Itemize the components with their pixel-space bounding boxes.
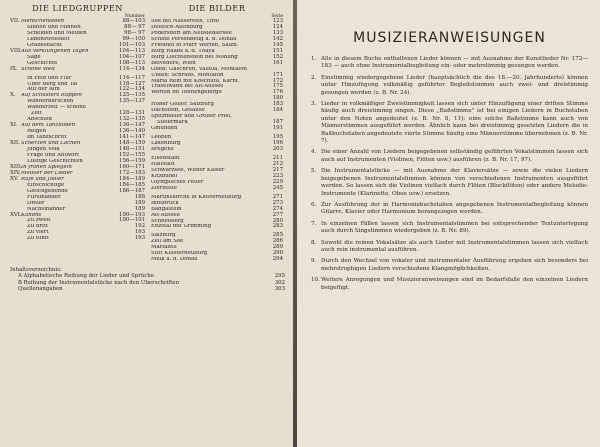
entry-title: Jungen Volk xyxy=(27,147,60,153)
entry-pages: 98— 97 xyxy=(124,29,145,36)
entry-number: X. xyxy=(10,92,16,99)
liedgruppen-column xyxy=(10,3,145,263)
bild-entry xyxy=(151,257,283,263)
instruction-text: Durch den Wechsel von vokaler und instrumentaler Ausführung ergeben sich besonders bei mehrstrophigen Liedern verschiedene Klangmöglichkeiten. xyxy=(321,258,588,272)
bild-title: Spitzmauer und Großer Priel, xyxy=(151,114,233,120)
bild-page: 133 xyxy=(272,29,283,36)
bilder-list xyxy=(151,19,283,263)
entry-pages: 108—113 xyxy=(119,59,145,66)
instruction-item xyxy=(311,277,588,292)
entry-title: Abschied xyxy=(27,117,52,123)
inhalt-list xyxy=(10,273,285,292)
entry-pages: 186—187 xyxy=(119,187,145,194)
bild-title: Schwarzsee, Wilder Kaiser xyxy=(151,167,225,173)
bild-page: 229 xyxy=(272,178,283,185)
inhalt-page: 303 xyxy=(274,285,285,292)
entry-pages: 125—135 xyxy=(119,92,145,99)
entry-title: Frage und Antwort xyxy=(27,152,80,158)
entry-pages: 148—151 xyxy=(119,146,145,153)
instruction-text: Einstimmig wiedergegebene Lieder (hauptsächlich die des 18.—20. Jahrhunderts) können unter Hinzufügung volkmäßig geführter Begleitstimmen auch zwei- und dreistimmig gesungen werden (z. B. Nr. 24). xyxy=(321,74,588,96)
entry-title: Einschichtige xyxy=(27,182,65,188)
bild-page: 274 xyxy=(272,205,283,212)
bild-title: Salzburg xyxy=(151,233,176,239)
entry-pages: 136—140 xyxy=(119,128,145,135)
entry-pages: 184—185 xyxy=(119,181,145,188)
entry-pages: 156—159 xyxy=(119,157,145,164)
instruction-item xyxy=(311,56,588,71)
instruction-item xyxy=(311,221,588,236)
entry-title: Zu zweit xyxy=(27,218,51,224)
entry-title: Über Berg und Tal xyxy=(27,81,78,87)
bild-page: 175 xyxy=(272,83,283,90)
entry-title: Zu viert xyxy=(27,230,49,236)
entry-number: XII. xyxy=(10,140,20,147)
entry-pages: 114—117 xyxy=(119,74,145,81)
bild-page: 285 xyxy=(272,232,283,239)
entry-pages: 88— 97 xyxy=(124,23,145,30)
bild-title: Laxenburg xyxy=(151,141,181,147)
inhalt-title: A Alphabetische Reihung der Lieder und Sprüche xyxy=(18,273,154,280)
entry-title: Scheiden und Meiden xyxy=(27,30,87,36)
bild-title: Unten: Schruns, Montafon xyxy=(151,72,224,78)
bild-title: Maria Rein mit Koschuta, Kärnt. xyxy=(151,78,240,84)
bild-page: 187 xyxy=(272,119,283,126)
instruction-number: 2. xyxy=(311,74,317,81)
bild-title: Traselwand bei Alt-Aussee xyxy=(151,84,224,90)
bild-entry xyxy=(151,147,283,153)
inhalt-entry xyxy=(10,286,285,292)
entry-pages: 190—193 xyxy=(119,211,145,218)
entry-pages: 104—107 xyxy=(119,53,145,60)
instruction-number: 7. xyxy=(311,220,317,227)
bild-title: Zierleiste xyxy=(151,185,177,191)
bild-title: Martinskirche in Klosterneuburg xyxy=(151,194,242,200)
bild-page: 196 xyxy=(272,140,283,147)
bild-page: 151 xyxy=(272,47,283,54)
instruction-text: Die Instrumentalstücke — mit Ausnahme der Klaviersätze — sowie die vielen Liedern beigegebenen Instrumentalstimmen können von verschiedenen Instrumenten ausgeführt werden. So lassen sich die Violinen vielfach durch Flöten (Blockflöten) oder andere Melodie-Instrumente (Klarinette, Oboe usw.) ersetzen. xyxy=(321,168,588,197)
entry-number: XV. xyxy=(10,175,19,182)
entry-title: Reigen xyxy=(27,129,47,135)
inhaltsverzeichnis xyxy=(10,267,285,292)
instruction-text: Die einer Anzahl von Liedern beigegebenen selbständig geführten Vokalstimmen lassen sich auch auf Instrumenten (Violinen, Flöten usw.) ausführen (z. B. Nr. 17, 97). xyxy=(321,149,588,163)
entry-pages: 118—127 xyxy=(119,80,145,87)
bild-page: 212 xyxy=(272,160,283,167)
bild-page: 217 xyxy=(272,166,283,173)
entry-title: Fürsinander xyxy=(27,194,61,200)
bild-title: Belvedere, Wien xyxy=(151,60,196,66)
bilder-seite-label: Seite xyxy=(271,14,283,19)
entry-title: Dreier xyxy=(27,200,45,206)
bild-page: 176 xyxy=(272,89,283,96)
entry-pages: 128—131 xyxy=(119,110,145,117)
liedgruppen-nummer-label: Nummer xyxy=(124,14,145,19)
page-title: MUSIZIERANWEISUNGEN xyxy=(353,30,546,46)
entry-pages: 104—113 xyxy=(119,47,145,54)
liedgruppen-list xyxy=(10,19,145,242)
liedgruppe-entry xyxy=(10,236,145,242)
bild-page: 142 xyxy=(272,35,283,42)
bild-page: 289 xyxy=(272,244,283,251)
bild-title: Schneeberg xyxy=(151,218,184,224)
entry-title: Menschenleben xyxy=(21,19,65,24)
instruction-item xyxy=(311,240,588,255)
entry-title: Zeit xyxy=(31,111,42,117)
entry-title: Rufe und Jodler xyxy=(21,176,64,182)
entry-pages: 135—137 xyxy=(119,98,145,105)
liedgruppe-entry xyxy=(10,67,145,73)
entry-title: Scherzen und Lachen xyxy=(21,141,81,147)
entry-pages: 192 xyxy=(134,223,145,230)
instruction-text: Lieder in volkmäßiger Zweistimmigkeit lassen sich unter Hinzufügung einer dritten Stimme häufig auch dreistimmig singen. Diese „Baßstimme" ist bei einigen Liedern in Buchstaben unter den Noten angedeutet (z. B. Nr. 8, 11); eine solche Baßstimme kann auch von Männerstimmen ausgeführt werden. Ähnlich kann bei dreistimmig gesetzten Liedern die in Baßbuchstaben angedeutete vierte Stimme häufig eine Männerstimme übernehmen (z. B. Nr. 7). xyxy=(321,101,588,145)
bild-page: 195 xyxy=(272,134,283,141)
bild-title: Alt-Aussee xyxy=(151,212,180,218)
instruction-number: 8. xyxy=(311,239,317,246)
bild-page: 280 xyxy=(272,217,283,224)
inhalt-title: Quellenangaben xyxy=(18,285,63,292)
bild-page: 171 xyxy=(272,71,283,78)
instruction-text: Alle in diesem Buche enthaltenen Lieder können — mit Ausnahme der Kunstlieder Nr. 172—183 — auch ohne Instrumentalbegleitung ein- oder mehrstimmig gesungen werden. xyxy=(321,56,588,70)
entry-title: Sage xyxy=(27,54,41,60)
bilder-heading: DIE BILDER xyxy=(188,3,246,13)
instruction-item xyxy=(311,101,588,145)
instruction-text: Weitere Anregungen und Musizieranweisungen sind im Bedarfsfalle den einzelnen Liedern beigefügt. xyxy=(321,277,588,291)
bild-title: Podersdorf am Neusiedlersee xyxy=(151,30,232,36)
entry-pages: 172—183 xyxy=(119,169,145,176)
bild-title: Hoher Göller, Salzburg xyxy=(151,102,214,108)
bild-page: 183 xyxy=(272,101,283,108)
entry-pages: 141—147 xyxy=(119,134,145,141)
bild-page: 203 xyxy=(272,146,283,153)
bild-page: 191 xyxy=(272,125,283,132)
bild-entry xyxy=(151,224,283,230)
bild-title: Olympisches Feuer xyxy=(151,179,204,185)
instruction-number: 9. xyxy=(311,258,317,265)
entry-title: In Feld und Flur xyxy=(27,75,72,81)
bild-page: 273 xyxy=(272,199,283,206)
toc-columns xyxy=(10,3,285,263)
musizier-notes xyxy=(311,56,588,292)
instruction-number: 5. xyxy=(311,168,317,175)
entry-title: Kanons xyxy=(21,212,42,218)
entry-number xyxy=(10,236,21,242)
bild-title: Enzstal mit Grimming xyxy=(151,224,212,230)
entry-title: Lustige Geschichten xyxy=(27,158,83,164)
instruction-number: 6. xyxy=(311,201,317,208)
entry-number: XIII. xyxy=(10,163,22,170)
bild-page: 271 xyxy=(272,193,283,200)
bilder-column xyxy=(151,3,283,263)
entry-pages: 193 xyxy=(134,229,145,236)
bild-page: 223 xyxy=(272,172,283,179)
bild-page: 184 xyxy=(272,107,283,114)
entry-title: Lebensweisheit xyxy=(27,36,70,42)
entry-title: Schöne Welt xyxy=(21,66,55,72)
entry-pages: 122—134 xyxy=(119,86,145,93)
instruction-item xyxy=(311,202,588,217)
entry-title: Zu dritt xyxy=(27,224,49,230)
bild-title: Melk a. d. Donau xyxy=(151,257,198,263)
entry-title: Auf dem Tanzboden xyxy=(21,123,76,129)
entry-title: Gleichgehende xyxy=(27,188,68,194)
entry-number: XI. xyxy=(10,122,18,129)
bild-title: Innsbruck xyxy=(151,200,179,206)
bild-page: 123 xyxy=(272,18,283,24)
entry-pages: 114—134 xyxy=(119,65,145,72)
entry-title: Aus verklungenen Tagen xyxy=(21,48,89,54)
bild-title: Hallstatt xyxy=(151,161,175,167)
entry-pages: 136—147 xyxy=(119,122,145,129)
bild-page: 145 xyxy=(272,41,283,48)
bild-title: Stift Klosterneuburg xyxy=(151,251,208,257)
entry-number: XVI. xyxy=(10,211,22,218)
right-page xyxy=(297,0,600,447)
bild-page: 124 xyxy=(272,23,283,30)
instruction-item xyxy=(311,258,588,273)
inhalt-page: 295 xyxy=(274,273,285,280)
bild-page: 152 xyxy=(272,53,283,60)
entry-title: In frohen Spiegeln xyxy=(21,164,72,170)
bild-page: 245 xyxy=(272,184,283,191)
inhalt-title: B Reihung der Instrumentalstücke nach den Überschriften xyxy=(18,279,180,286)
bild-page: 294 xyxy=(272,256,283,263)
bild-title: Badgastein xyxy=(151,206,182,212)
entry-title: Zu fünft xyxy=(27,236,50,242)
bild-title: Burg Liechtenstein bei Mödling xyxy=(151,54,238,60)
bild-page: 277 xyxy=(272,211,283,218)
entry-pages: 160—171 xyxy=(119,163,145,170)
bild-page: 211 xyxy=(272,154,283,161)
inhalt-title: Inhaltsverzeichnis: xyxy=(10,267,62,274)
bild-title: Gmunden xyxy=(151,126,178,132)
instruction-item xyxy=(311,149,588,164)
bild-title: Steiermark xyxy=(157,120,188,126)
left-page xyxy=(0,0,293,447)
instruction-number: 1. xyxy=(311,56,317,62)
bild-page: 172 xyxy=(272,77,283,84)
entry-title: Grabesnacht xyxy=(27,42,62,48)
bild-title: See bei Nassereith, Tirol xyxy=(151,19,219,24)
bild-title: Zell am See xyxy=(151,239,184,245)
entry-pages: 88—103 xyxy=(122,18,145,24)
entry-title: Auf Schusters Rappen xyxy=(21,93,82,99)
inhalt-page: 302 xyxy=(274,279,285,286)
entry-title: Wanderzeit — schöne xyxy=(27,105,86,111)
entry-title: Wanderburschen xyxy=(27,99,74,105)
entry-title: Sinnen und Minnen xyxy=(27,24,81,30)
bild-page: 290 xyxy=(272,250,283,257)
bild-title: Mariazell xyxy=(151,245,177,251)
entry-pages: 190—191 xyxy=(119,217,145,224)
instruction-number: 4. xyxy=(311,149,317,156)
entry-pages: 99—100 xyxy=(122,35,145,42)
bild-title: Friedhof in Pfarr Werfen, Salzb. xyxy=(151,42,239,48)
entry-pages: 189 xyxy=(134,199,145,206)
instruction-item xyxy=(311,75,588,97)
instruction-number: 10. xyxy=(311,277,320,284)
bild-page: 180 xyxy=(272,95,283,102)
liedgruppen-heading: DIE LIEDGRUPPEN xyxy=(32,3,123,13)
bild-title: Kitzbühel xyxy=(151,173,178,179)
instruction-text: Sowohl die reinen Vokalsätze als auch Lieder mit Instrumentalstimmen lassen sich vielfach auch rein instrumental ausführen. xyxy=(321,239,588,253)
entry-pages: 132—135 xyxy=(119,116,145,123)
entry-number: XIV. xyxy=(10,169,21,176)
entry-number: IX. xyxy=(10,65,18,72)
bild-entry xyxy=(151,126,283,132)
entry-number: VIII. xyxy=(10,47,22,54)
bild-title: Leoben xyxy=(151,135,172,141)
bild-entry xyxy=(151,186,283,192)
entry-pages: 101—103 xyxy=(119,41,145,48)
entry-pages: 193 xyxy=(134,235,145,242)
bild-page: 286 xyxy=(272,238,283,245)
entry-pages: 152—155 xyxy=(119,151,145,158)
entry-pages: 188 xyxy=(134,193,145,200)
entry-title: Geschichte xyxy=(27,60,58,66)
bild-title: Oben: Gaschrun, Vallüla, Montafon xyxy=(151,66,248,72)
entry-pages: 189 xyxy=(134,205,145,212)
entry-number: VII. xyxy=(10,18,20,24)
bild-title: Burg Raabs a. d. Thaya xyxy=(151,48,215,54)
instruction-item xyxy=(311,168,588,198)
bild-page: 283 xyxy=(272,223,283,230)
instruction-text: Zur Ausführung der in Harmoniebuchstaben angegebenen Instrumentalbegleitung können Gitarre, Klavier oder Harmonium herangezogen werden. xyxy=(321,201,588,216)
instruction-number: 3. xyxy=(311,101,317,108)
entry-title: Meister der Lieder xyxy=(21,170,73,176)
entry-pages: 184—189 xyxy=(119,175,145,182)
entry-title: Nachsinander xyxy=(27,206,66,212)
entry-title: Im Tanzschritt xyxy=(27,135,67,141)
bild-title: Werfen im Tennengebirge xyxy=(151,90,222,96)
bild-title: Deutsch-Altenburg xyxy=(151,24,203,30)
instruction-text: In einzelnen Fällen lassen sich Instrumentalstimmen bei entsprechender Textunterlegung auch durch Singstimmen wiedergeben (z. B. Nr. 89). xyxy=(321,220,588,235)
bild-title: Bregenz xyxy=(151,147,174,153)
bild-title: Dachstein, Gesäuse xyxy=(151,108,205,114)
entry-title: Auf der Alm xyxy=(27,87,60,93)
bild-title: Schloß Persenbeug a. d. Donau xyxy=(151,36,237,42)
bild-title: Eisenstadt xyxy=(151,155,180,161)
bild-page: 161 xyxy=(272,59,283,66)
entry-pages: 148—159 xyxy=(119,140,145,147)
